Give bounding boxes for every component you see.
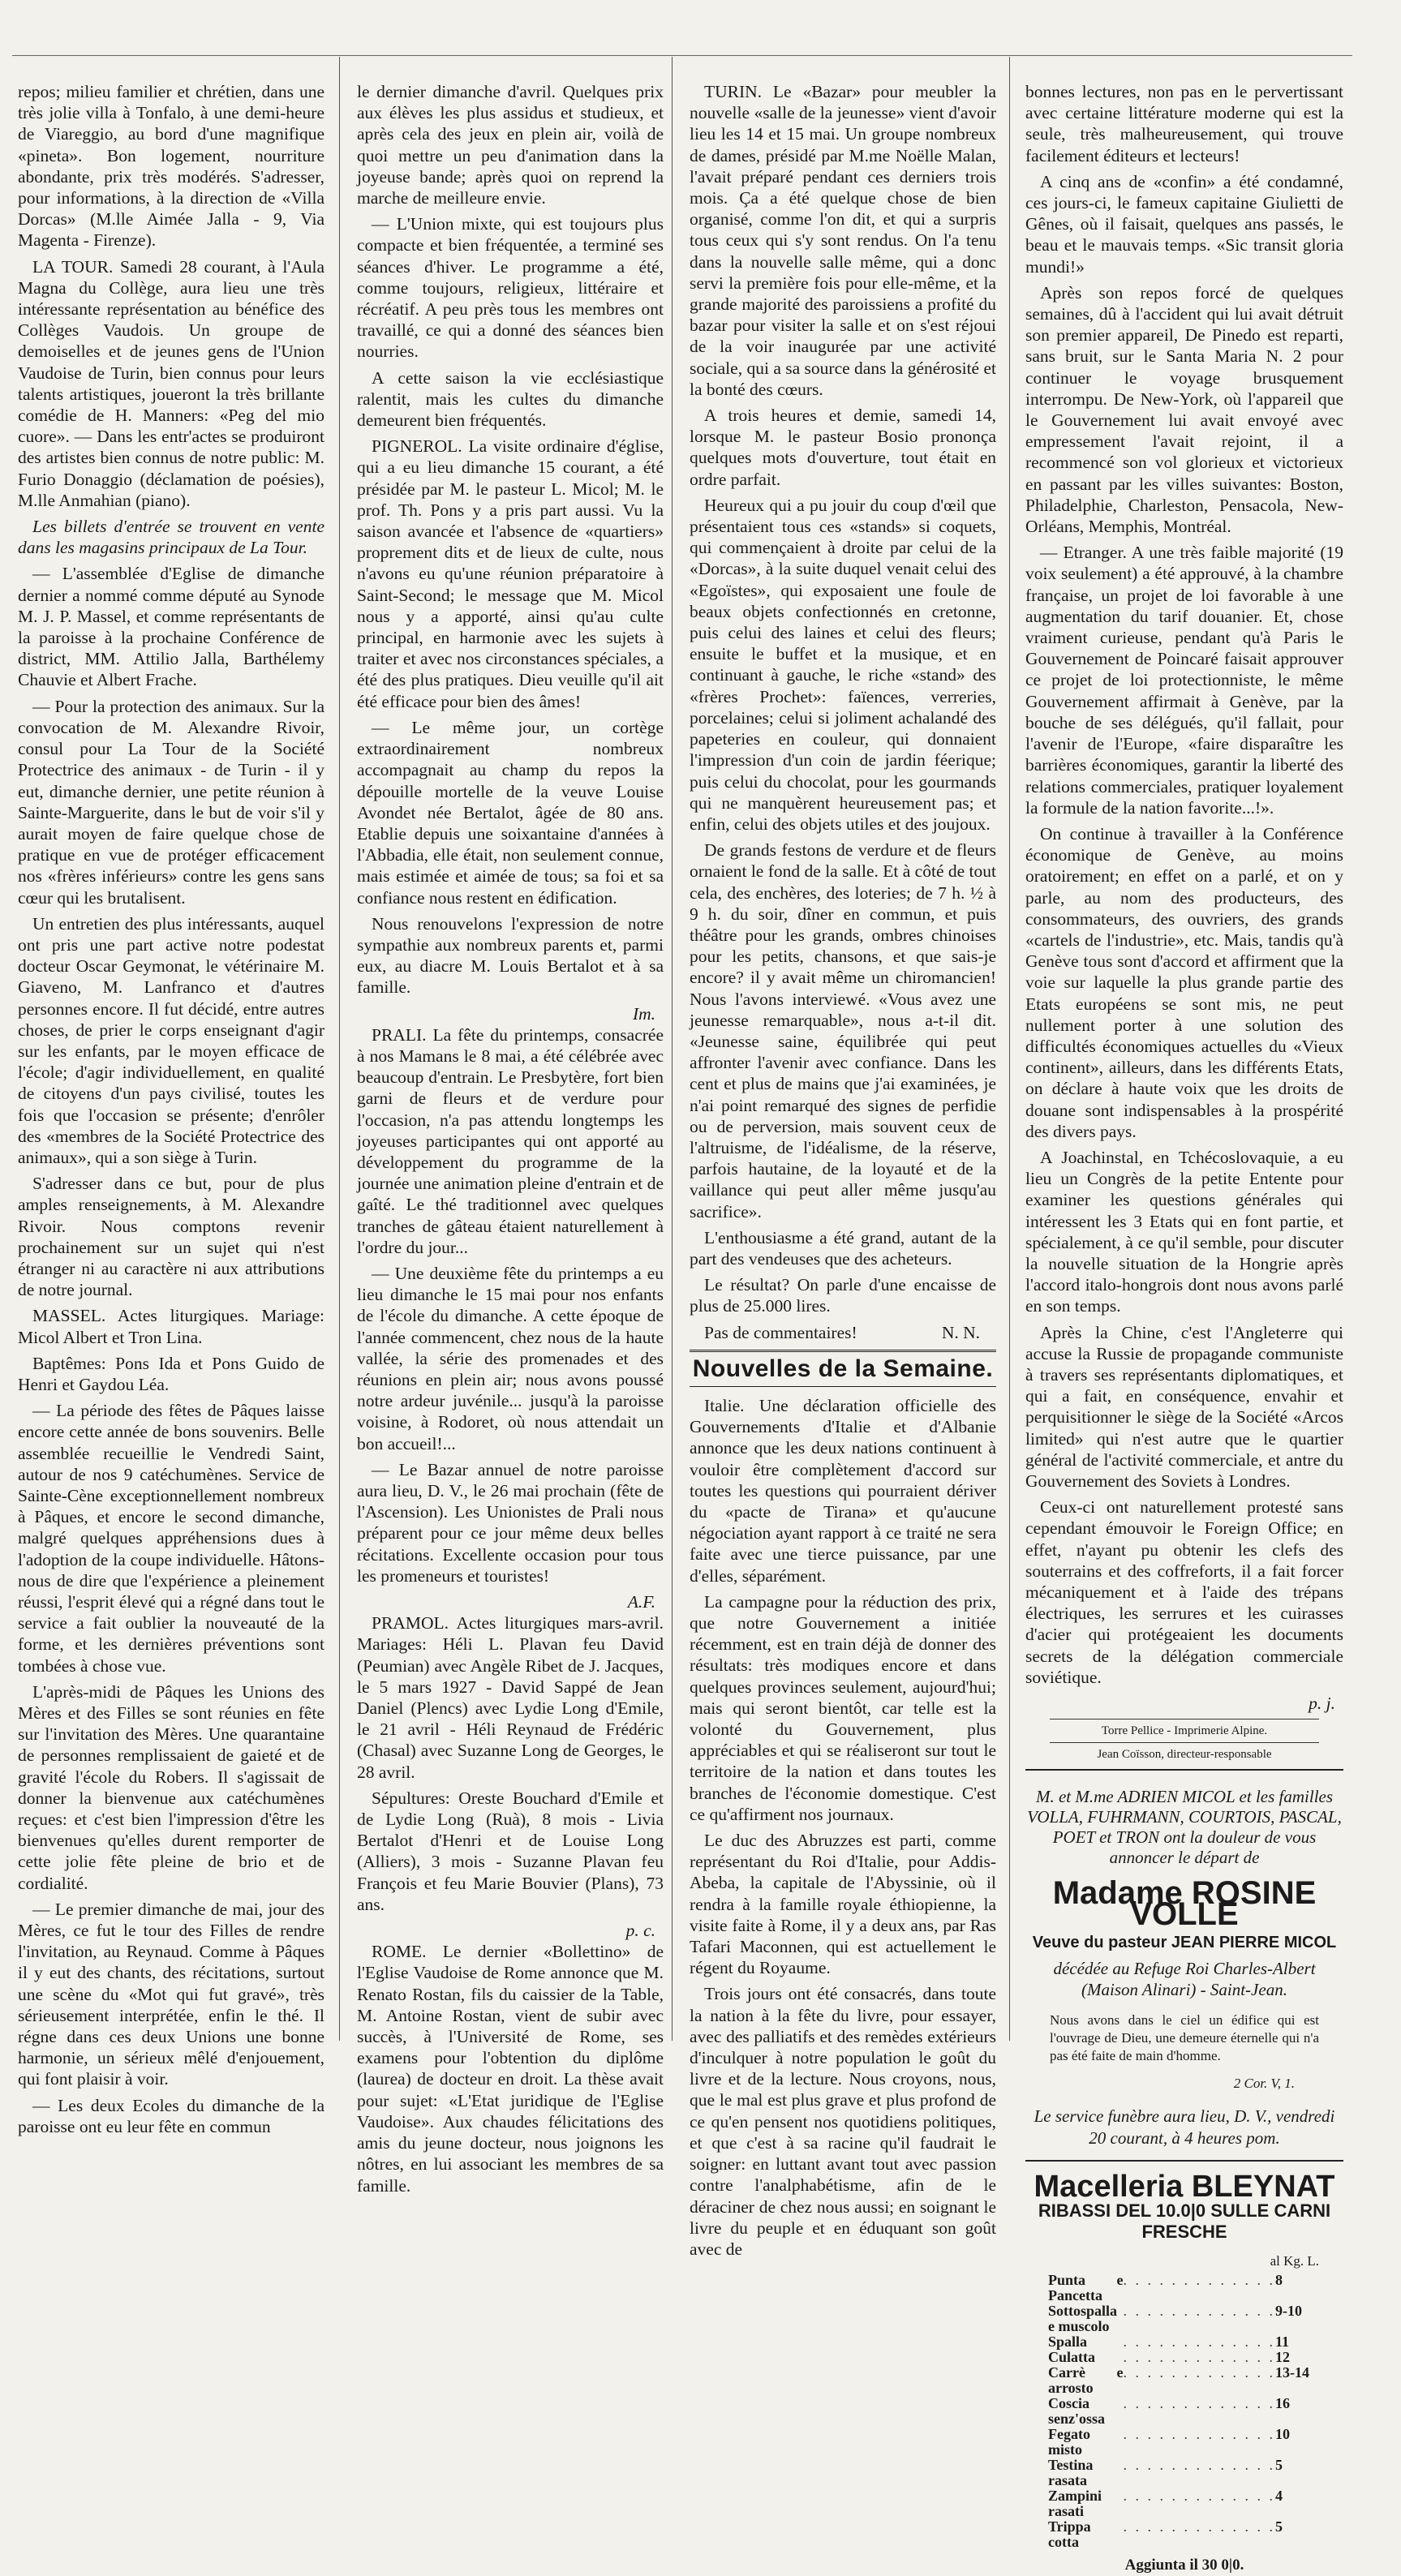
article-signature: p. c. [625,1921,655,1941]
article-paragraph: Nous renouvelons l'expression de notre sympathie aux nombreux parents et, parmi eux, au diacre M. Louis Bertalot et à sa famille. [357,913,664,998]
article-paragraph: — L'Union mixte, qui est toujours plus compacte et bien fréquentée, a terminé ses séances d'hiver. Le programme a été, comme toujours, religieux, littéraire et récréatif. A peu près tous les membres ont travaillé, ce qui a donné des séances bien nourries. [357,214,664,362]
article-paragraph: PRAMOL. Actes liturgiques mars-avril. Mariages: Héli L. Plavan feu David (Peumian) avec Angèle Ribet de J. Jacques, le 5 mars 1927 - David Sappé de Jean Daniel (Plencs) avec Lydie Long d'Emile, le 21 avril - Héli Reynaud de Frédéric (Chasal) avec Suzanne Long de Georges, le 28 avril. [357,1613,664,1782]
article-paragraph: L'après-midi de Pâques les Unions des Mères et des Filles se sont réunies en fête sur l'invitation des Mères. Une quarantaine de personnes remplissaient de gaieté et de gravité l'école du Robers. Il s'agissait de donner la bienvenue aux catéchumènes reçues: et c'est bien l'impression d'être les bienvenues qu'elles durent remporter de cette jolie fête pleine de brio et de cordialité. [18,1681,324,1893]
price-dot-leader: . . . . . . . . . . . . . [1123,2394,1275,2411]
news-paragraph: Après la Chine, c'est l'Angleterre qui accuse la Russie de propagande communiste à travers ses représentants diplomatiques, et qui a fait, en conséquence, envahir et perquisitionner le siège de la Société «Arcos limited» qui n'est autre que le quartier général de l'activité commerciale, et antre du Gouvernement des Soviets à Londres. [1025,1322,1343,1491]
price-item-name: Punta e Pancetta [1048,2271,1124,2303]
price-row [1025,2458,1343,2488]
article-paragraph: repos; milieu familier et chrétien, dans une très jolie villa à Tonfalo, à une demi-heure de Viareggio, au bord d'une magnifique «pineta». Bon logement, nourriture abondante, prix très modérés. S'adresser, pour informations, à la direction de «Villa Dorcas» (M.lle Aimée Jalla - 9, Via Magenta - Firenze). [18,82,324,251]
deceased-place: décédée au Refuge Roi Charles-Albert (Maison Alinari) - Saint-Jean. [1053,1958,1316,2000]
verse-reference: 2 Cor. V, 1. [1233,2076,1295,2092]
printer-line: Torre Pellice - Imprimerie Alpine. [1101,1724,1268,1738]
ad-subtitle: RIBASSI DEL 10.0|0 SULLE CARNI FRESCHE [1038,2200,1331,2243]
price-item-name: Culatta [1048,2348,1095,2365]
price-dot-leader: . . . . . . . . . . . . . [1123,2302,1275,2319]
price-dot-leader: . . . . . . . . . . . . . [1123,2363,1275,2381]
news-paragraph: Après son repos forcé de quelques semaines, dû à l'accident qui lui avait détruit son premier appareil, De Pinedo est reparti, sans bruit, sur le Santa Maria N. 2 pour continuer le voyage brusquement interrompu. De New-York, où l'appareil que le Gouvernement lui avait envoyé avec empressement l'avait rejoint, il a recommencé son vol glorieux et victorieux en passant par les villes suivantes: Boston, Philadelphie, Charleston, Pensacola, New-Orléans, Memphis, Montréal. [1025,282,1343,537]
director-line: Jean Coïsson, directeur-responsable [1097,1748,1272,1762]
article-paragraph: LA TOUR. Samedi 28 courant, à l'Aula Magna du Collège, aura lieu une très intéressante représentation au bénéfice des Collèges Vaudois. Un groupe de demoiselles et de jeunes gens de l'Union Vaudoise de Turin, bien connus pour leurs talents artistiques, joueront la très brillante comédie de H. Manners: «Peg del mio cuore». — Dans les entr'actes se produiront des artistes bien connus de notre public: M. Furio Donaggio (déclamation de poésies), M.lle Anmahian (piano). [18,256,324,510]
news-paragraph: Le duc des Abruzzes est parti, comme représentant du Roi d'Italie, pour Addis-Abeba, la capitale de l'Abyssinie, où il rendra à la famille royale éthiopienne, la visite faite à Rome, il y a deux ans, par Ras Tafari Maconnen, qui est actuellement le régent du Royaume. [690,1831,996,1978]
article-paragraph: — Une deuxième fête du printemps a eu lieu dimanche le 15 mai pour nos enfants de l'école du dimanche. A cette époque de l'année commencent, chez nous de la haute vallée, la série des promenades et des réunions en plein air; nous avons poussé notre ardeur juvénile... jusqu'à la paroisse voisine, à Rodoret, où nous attendait un bon accueil!... [357,1263,664,1453]
price-unit: al Kg. L. [1270,2253,1319,2269]
article-signature: p. j. [1309,1694,1335,1714]
price-item-name: Carrè e arrosto [1048,2363,1124,2396]
news-paragraph: La campagne pour la réduction des prix, que notre Gouvernement a initiée récemment, est en train déjà de donner des résultats: très modiques encore et dans quelques provinces seulement, aujourd'hui; mais qui seront bientôt, car telle est la volonté du Gouvernement, plus appréciables et qui se réaliseront sur tout le territoire de la nation et dans toutes les branches de l'économie domestique. C'est ce qu'affirment nos journaux. [690,1591,996,1824]
price-value: 12 [1275,2348,1290,2365]
article-paragraph: L'enthousiasme a été grand, autant de la part des vendeuses que des acheteurs. [690,1227,996,1269]
article-paragraph: Les billets d'entrée se trouvent en vente dans les magasins principaux de La Tour. [18,517,324,558]
price-item-name: Testina rasata [1048,2456,1094,2488]
article-paragraph: Baptêmes: Pons Ida et Pons Guido de Henri et Gaydou Léa. [18,1353,324,1394]
price-row [1025,2350,1343,2365]
price-dot-leader: . . . . . . . . . . . . . [1123,2271,1275,2288]
news-paragraph: — Etranger. A une très faible majorité (19 voix seulement) a été approuvé, à la chambre française, un projet de loi favorable à une augmentation du tarif douanier. Et, chose vraiment curieuse, pendant qu'à Paris le Gouvernement de Poincaré faisait approuver ce projet de loi protectionniste, le même Gouvernement affirmait à Genève, par la bouche de ses délégués, qu'il fallait, pour l'avenir de l'Europe, «faire disparaître les barrières économiques, garantir la liberté des relations commerciales, pratiquer loyalement la formule de la nation favorite...!». [1025,543,1343,818]
price-item-name: Zampini rasati [1048,2487,1102,2519]
column-2 [357,81,664,2196]
price-value: 13-14 [1275,2363,1309,2381]
price-row [1025,2519,1343,2550]
price-dot-leader: . . . . . . . . . . . . . [1123,2425,1275,2442]
price-row [1025,2273,1343,2303]
news-paragraph: A Joachinstal, en Tchécoslovaquie, a eu lieu un Congrès de la petite Entente pour examiner les questions générales qui intéressent les 3 Etats qui en font partie, et spécialement, à ce qu'il semble, pour discuter la nouvelle situation de la Hongrie après l'accord italo-hongrois dont nous avons parlé en son temps. [1025,1147,1343,1316]
article-paragraph: le dernier dimanche d'avril. Quelques prix aux élèves les plus assidus et studieux, et après cela des jeux en plein air, voilà de quoi mettre un peu d'animation dans la joyeuse bande; après quoi on reprend la marche de meilleure envie. [357,82,664,208]
price-row [1025,2427,1343,2458]
price-value: 8 [1275,2271,1283,2288]
article-paragraph: A trois heures et demie, samedi 14, lorsque M. le pasteur Bosio prononça quelques mots d'ouverture, tout était en ordre parfait. [690,406,996,489]
article-paragraph: TURIN. Le «Bazar» pour meubler la nouvelle «salle de la jeunesse» vient d'avoir lieu les 14 et 15 mai. Un groupe nombreux de dames, présidé par M.me Noëlle Malan, l'avait préparé pendant ces derniers trois mois. Ça a été quelque chose de bien organisé, comme l'on dit, et qui a surpris tous ceux qui s'y sont rendus. On l'a tenu dans la nouvelle salle même, qui a donc servi la première fois pour elle-même, et la grande majorité des paroissiens a profité du bazar pour visiter la salle et on s'est réjoui de la voir inaugurée par une activité sociale, qui a sa source dans la générosité et la bonté des cœurs. [690,82,996,399]
deceased-widow-line: Veuve du pasteur JEAN PIERRE MICOL [1032,1933,1337,1951]
price-row [1025,2365,1343,2396]
ad-title: Macelleria BLEYNAT [1034,2169,1335,2204]
price-dot-leader: . . . . . . . . . . . . . [1123,2518,1275,2535]
price-row [1025,2488,1343,2519]
price-item-name: Coscia senz'ossa [1048,2394,1106,2427]
price-dot-leader: . . . . . . . . . . . . . [1123,2456,1275,2473]
price-value: 11 [1275,2333,1290,2350]
article-paragraph: ROME. Le dernier «Bollettino» de l'Eglise Vaudoise de Rome annonce que M. Renato Rostan, fils du caissier de la Table, M. Antoine Rostan, vient de subir avec succès, à l'Université de Rome, ses examens pour l'obtention du diplôme (laurea) de docteur en droit. La thèse avait pour sujet: «L'Etat juridique de l'Eglise Vaudoise». Aux chaudes félicitations des amis du jeune docteur, nous joignons les nôtres, en lui associant les membres de sa famille. [357,1942,664,2196]
news-paragraph: Trois jours ont été consacrés, dans toute la nation à la fête du livre, pour essayer, avec des palliatifs et des remèdes extérieurs d'inculquer à notre population le goût du livre et de la lecture. Nous croyons, nous, que le mal est plus grave et plus profond de ce qu'en pensent nos quotidiens politiques, et que c'est à sa racine qu'il faudrait le soigner: en luttant avant tout avec passion contre l'analphabétisme, afin de le déraciner de chez nous aussi; en soignant le livre du peuple et en éduquant son goût avec de [690,1984,996,2259]
article-paragraph: PIGNEROL. La visite ordinaire d'église, qui a eu lieu dimanche 15 courant, a été présidée par M. le pasteur L. Micol; M. le prof. Th. Pons y a pris part aussi. Vu la saison avancée et l'absence de «quartiers» proprement dits et de lieux de culte, nous n'avons eu qu'une réunion préparatoire à Saint-Second; le message que M. Micol nous y a apporté, ainsi qu'au culte principal, en harmonie avec les sujets à traiter et avec nos circonstances spéciales, a été des plus pratiques. Dieu veuille qu'il ait été efficace pour bien des âmes! [357,436,664,711]
price-item-name: Sottospalla e muscolo [1048,2302,1118,2334]
price-dot-leader: . . . . . . . . . . . . . [1123,2348,1275,2365]
column-rule [339,57,340,2041]
price-list [1025,2273,1343,2550]
news-paragraph: A cinq ans de «confin» a été condamné, ces jours-ci, le fameux capitaine Giulietti de Gênes, où il faisait, quelques ans passés, le beau et le mauvais temps. «Sic transit gloria mundi!» [1025,171,1343,277]
deceased-name: Madame ROSINE VOLLE [1052,1875,1317,1933]
article-paragraph: Un entretien des plus intéressants, auquel ont pris une part active notre podestat docteur Oscar Geymonat, le vétérinaire M. Giaveno, M. Lanfranco et d'autres personnes encore. Il fut décidé, entre autres choses, de prier le corps enseignant d'agir sur les enfants, par le moyen efficace de l'école; d'agir individuellement, en qualité de citoyens d'un pays civilisé, toutes les fois que l'occasion se présente; d'enrôler des «membres de la Société Protectrice des animaux», qui a son siège à Turin. [18,913,324,1167]
funeral-notice: Le service funèbre aura lieu, D. V., vendredi 20 courant, à 4 heures pom. [1034,2106,1335,2148]
article-paragraph [690,1322,996,1343]
article-paragraph: — Le Bazar annuel de notre paroisse aura lieu, D. V., le 26 mai prochain (fête de l'Ascension). Les Unionistes de Prali nous préparent pour ce jour même deux belles récitations. Excellente occasion pour tous les promeneurs et touristes! [357,1459,664,1586]
article-paragraph: S'adresser dans ce but, pour de plus amples renseignements, à M. Alexandre Rivoir. Nous comptons revenir prochainement sur un sujet qui n'est étranger ni au caractère ni aux attributions de notre journal. [18,1174,324,1300]
price-item-name: Trippa cotta [1048,2518,1091,2550]
price-value: 5 [1275,2456,1283,2473]
price-value: 10 [1275,2425,1290,2442]
column-rule [672,57,673,2041]
column-3 [690,81,996,2259]
price-row [1025,2334,1343,2350]
news-paragraph: bonnes lectures, non pas en le pervertissant avec certaine littérature moderne qui est la seule, très malheureusement, qui trouve facilement éditeurs et lecteurs! [1025,82,1343,165]
butcher-advertisement [1025,2160,1343,2576]
article-paragraph: De grands festons de verdure et de fleurs ornaient le fond de la salle. Et à côté de tout cela, des enchères, des loteries; de 7 h. ½ à 9 h. du soir, dîner en commun, et puis théâtre pour les grands, ombres chinoises pour les petits, chansons, et que sais-je encore? il y avait même un chiromancien! Nous l'avons interviewé. «Vous avez une jeunesse remarquable», nous a-t-il dit. «Jeunesse saine, équilibrée qui peut affronter l'avenir avec confiance. Dans les cent et plus de mains que j'ai examinées, je n'ai point remarqué des signes de perfidie ou de perversion, mais souvent ceux de l'altruisme, de l'idéalisme, de la réserve, parfois hautaine, de la loyauté et de la vaillance qui peut aller même jusqu'au sacrifice». [690,840,996,1221]
price-item-name: Fegato misto [1048,2425,1090,2458]
article-paragraph: A cette saison la vie ecclésiastique ralentit, mais les cultes du dimanche demeurent bien fréquentés. [357,367,664,431]
news-paragraph: Ceux-ci ont naturellement protesté sans cependant émouvoir le Foreign Office; en effet, n'ayant pu obtenir les clefs des souterrains et des coffreforts, il a fait forcer mécaniquement et à l'aide des trépans électriques, les serrures et les cuirasses d'acier qui protégeaient les documents secrets de la délégation commerciale soviétique. [1025,1497,1343,1687]
article-paragraph: Heureux qui a pu jouir du coup d'œil que présentaient tous ces «stands» si coquets, qui commençaient à droite par celui de la «Dorcas», à la suite duquel venait celui des «Egoïstes», qui exposaient une foule de beaux objets confectionnés en cretonne, puis celui des laines et celui des fleurs; ensuite le buffet et la musique, et en continuant à gauche, le riche «stand» des «frères Prochet»: faïences, verreries, porcelaines; celui si joliment achalandé des papeteries en couleur, qui donnaient l'impression d'un coin de jardin féerique; puis celui du chocolat, pour les gourmands qui ne manquèrent heureusement pas; et enfin, celui des objets utiles et des joujoux. [690,495,996,834]
price-value: 16 [1275,2394,1290,2411]
price-value: 5 [1275,2518,1283,2535]
price-dot-leader: . . . . . . . . . . . . . [1123,2333,1275,2350]
column-rule [1009,57,1010,2041]
article-paragraph: — L'assemblée d'Eglise de dimanche dernier a nommé comme député au Synode M. J. P. Massel, et comme représentants de la paroisse à la prochaine Conférence de district, MM. Attilio Jalla, Barthélemy Chauvie et Albert Frache. [18,564,324,690]
price-dot-leader: . . . . . . . . . . . . . [1123,2487,1275,2504]
article-paragraph: — Pour la protection des animaux. Sur la convocation de M. Alexandre Rivoir, consul pour La Tour de la Société Protectrice des animaux - de Turin - il y eut, dimanche dernier, une petite réunion à Sainte-Marguerite, dans le but de voir s'il y aurait moyen de faire quelque chose de pratique en vue de protéger efficacement nos «frères inférieurs» contre les gens sans cœur qui les brutalisent. [18,696,324,908]
article-paragraph: — Le premier dimanche de mai, jour des Mères, ce fut le tour des Filles de rendre l'invitation, au Reynaud. Comme à Pâques il y eut des chants, des récitations, surtout une scène du «Mot qui fut gravé», très sérieusement interprétée, enfin le thé. Il régne dans ces deux Unions une bonne harmonie, un sérieux mêlé d'enjouement, qui font plaisir à voir. [18,1899,324,2089]
closing-remark: Pas de commentaires! [704,1322,857,1342]
price-value: 9-10 [1275,2302,1302,2319]
article-paragraph: — Les deux Ecoles du dimanche de la paroisse ont eu leur fête en commun [18,2095,324,2136]
article-signature: N. N. [941,1322,980,1342]
imprint [1025,1719,1343,1762]
price-row [1025,2303,1343,2334]
price-item-name: Spalla [1048,2333,1088,2350]
news-paragraph: Italie. Une déclaration officielle des Gouvernements d'Italie et d'Albanie annonce que les deux nations continuent à vouloir être complètement d'accord sur toutes les questions qui pourraient dériver du «pacte de Tirana» et qu'aucune négociation ayant rapport à ce traité ne sera faite avec une tierce puissance, par une d'elles, séparément. [690,1395,996,1586]
price-row [1025,2396,1343,2427]
article-paragraph: Le résultat? On parle d'une encaisse de plus de 25.000 lires. [690,1275,996,1316]
news-paragraph: On continue à travailler à la Conférence économique de Genève, au moins oratoirement; en effet on a parlé, et on y parle, au nom des producteurs, des consommateurs, des ouvriers, des grands «cartels de l'industrie», etc. Mais, tandis qu'à Genève tous sont d'accord et affirment que la voie sur laquelle la plus grande partie des Etats européens se sont mis, ne peut nullement porter à une solution des difficultés économiques actuelles du «Vieux continent», ailleurs, dans les différents Etats, on déclare à haute voix que les droits de douane sont indispensables à la prospérité des divers pays. [1025,823,1343,1141]
death-notice [1025,1769,1343,2149]
article-paragraph: PRALI. La fête du printemps, consacrée à nos Mamans le 8 mai, a été célébrée avec beaucoup d'entrain. Le Presbytère, fort bien garni de fleurs et de verdure pour l'occasion, n'a pas attendu longtemps les joyeuses participantes qui ont apporté au développement du programme de la journée une animation pleine d'entrain et de gaîté. Le thé traditionnel avec quelques tranches de gâteau étaient naturellement à l'ordre du jour... [357,1024,664,1257]
section-title: Nouvelles de la Semaine. [690,1350,996,1387]
article-signature: A.F. [627,1592,655,1612]
article-paragraph: — La période des fêtes de Pâques laisse encore cette année de bons souvenirs. Belle assemblée recueillie le Vendredi Saint, autour de nos 9 catéchumènes. Service de Sainte-Cène exceptionnellement nombreux à Pâques, et encore le second dimanche, malgré quelques appréhensions dues à l'adoption de la coupe individuelle. Hâtons-nous de dire que l'expérience a pleinement réussi, l'esprit élevé qui a régné dans tout le service a fait oublier la nouveauté de la forme, et les dernières préventions sont tombées à chose vue. [18,1401,324,1676]
bible-verse: Nous avons dans le ciel un édifice qui est l'ouvrage de Dieu, une demeure éternelle qui n'a pas été faite de main d'homme. [1050,2012,1319,2064]
column-1 [18,81,324,2136]
price-value: 4 [1275,2487,1283,2504]
column-4 [1025,81,1343,2574]
article-signature: Im. [632,1003,655,1024]
article-paragraph: — Le même jour, un cortège extraordinairement nombreux accompagnait au champ du repos la dépouille mortelle de la veuve Louise Avondet née Bertalot, âgée de 80 ans. Etablie depuis une soixantaine d'années à l'Abbadia, elle était, non seulement connue, mais estimée et aimée de tous; sa foi et sa confiance nous restent en édification. [357,717,664,908]
ad-footnote: Aggiunta il 30 0|0. [1124,2556,1244,2574]
death-intro: M. et M.me ADRIEN MICOL et les familles VOLLA, FUHRMANN, COURTOIS, PASCAL, POET et TRON ont la douleur de vous annoncer le départ de [1027,1787,1342,1868]
article-paragraph: Sépultures: Oreste Bouchard d'Emile et de Lydie Long (Ruà), 8 mois - Livia Bertalot d'Henri et de Louise Long (Alliers), 3 mois - Suzanne Plavan feu François et feu Marie Bouvier (Plans), 73 ans. [357,1788,664,1914]
article-paragraph: MASSEL. Actes liturgiques. Mariage: Micol Albert et Tron Lina. [18,1306,324,1347]
top-rule [12,55,1352,56]
